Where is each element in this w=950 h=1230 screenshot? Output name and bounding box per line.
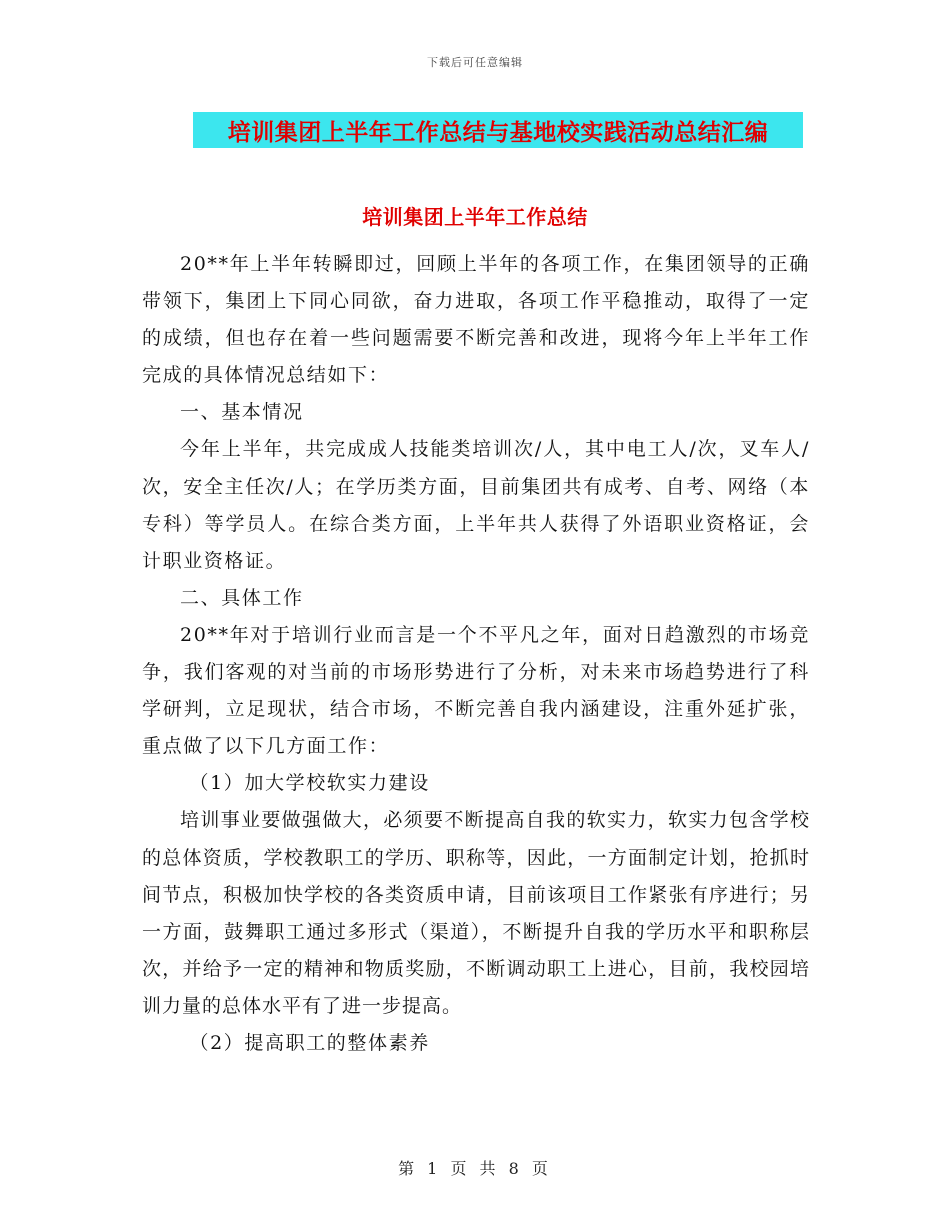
subheading-soft-power: （1）加大学校软实力建设 bbox=[189, 772, 430, 795]
page-number-footer: 第 1 页 共 8 页 bbox=[398, 1159, 552, 1178]
document-body bbox=[142, 246, 810, 1062]
paragraph-basic-situation: 今年上半年，共完成成人技能类培训次/人，其中电工人/次，叉车人/次，安全主任次/人；在学历类方面，目前集团共有成考、自考、网络（本专科）等学员人。在综合类方面，上半年共人获得了外语职业资格证，会计职业资格证。 bbox=[142, 438, 810, 572]
paragraph-specific-work: 20**年对于培训行业而言是一个不平凡之年，面对日趋激烈的市场竞争，我们客观的对当前的市场形势进行了分析，对未来市场趋势进行了科学研判，立足现状，结合市场，不断完善自我内涵建设，注重外延扩张，重点做了以下几方面工作： bbox=[142, 623, 810, 758]
heading-specific-work: 二、具体工作 bbox=[180, 586, 304, 609]
header-note: 下载后可任意编辑 bbox=[427, 56, 523, 69]
main-title-highlight bbox=[193, 112, 803, 148]
section-title: 培训集团上半年工作总结 bbox=[362, 205, 588, 229]
paragraph-soft-power: 培训事业要做强做大，必须要不断提高自我的软实力，软实力包含学校的总体资质，学校教职工的学历、职称等，因此，一方面制定计划，抢抓时间节点，积极加快学校的各类资质申请，目前该项目工作紧张有序进行；另一方面，鼓舞职工通过多形式（渠道），不断提升自我的学历水平和职称层次，并给予一定的精神和物质奖励，不断调动职工上进心，目前，我校园培训力量的总体水平有了进一步提高。 bbox=[142, 809, 810, 1017]
heading-basic-situation: 一、基本情况 bbox=[180, 401, 304, 424]
subheading-staff-quality: （2）提高职工的整体素养 bbox=[189, 1031, 430, 1054]
paragraph-intro: 20**年上半年转瞬即过，回顾上半年的各项工作，在集团领导的正确带领下，集团上下同心同欲，奋力进取，各项工作平稳推动，取得了一定的成绩，但也存在着一些问题需要不断完善和改进，现将今年上半年工作完成的具体情况总结如下： bbox=[142, 253, 810, 387]
main-title: 培训集团上半年工作总结与基地校实践活动总结汇编 bbox=[227, 119, 769, 146]
